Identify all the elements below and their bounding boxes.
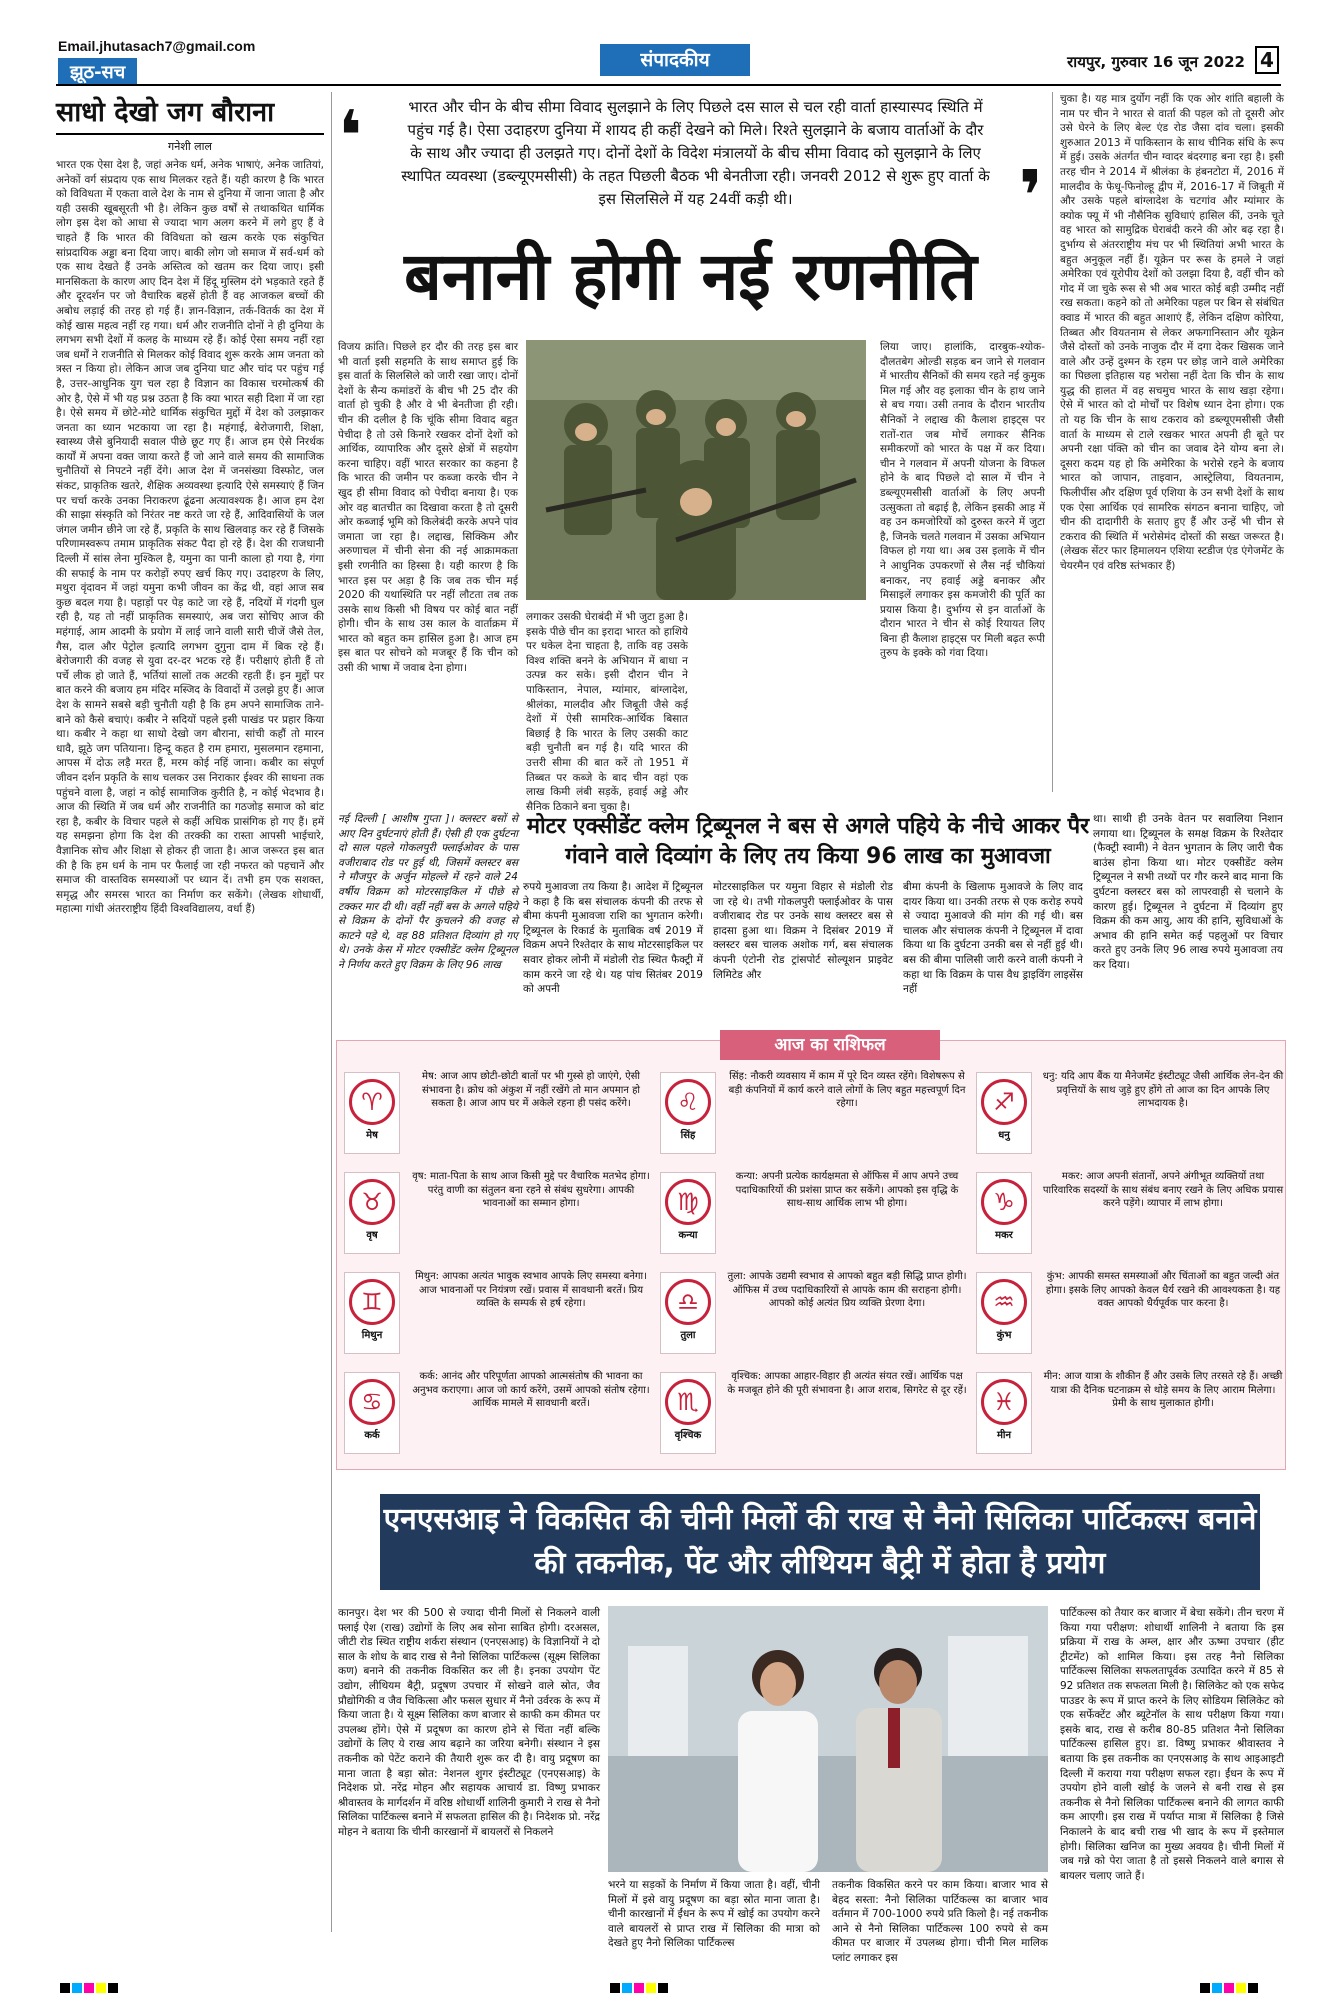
horoscope-text: मकर: आज अपनी संतानों, अपने अंगीभूत व्यक्तियों तथा पारिवारिक सदस्यों के साथ संबंध बनाए रखने के लिए अधिक प्रयास करने पड़ेंगे। व्यापार में लाभ होगा। [1042,1171,1284,1209]
page-header [0,0,1323,86]
zodiac-icon [660,1372,716,1454]
editorial-column-2b [698,610,866,760]
zodiac-name: मीन [996,1430,1012,1441]
zodiac-name: तुला [680,1330,696,1341]
zodiac-name: वृश्चिक [674,1430,702,1441]
accident-headline: मोटर एक्सीडेंट क्लेम ट्रिब्यूनल ने बस से अगले पहिये के नीचे आकर पैर गंवाने वाले दिव्यांग के लिए तय किया 96 लाख का मुआवजा [526,814,1090,869]
editorial-headline: बनानी होगी नई रणनीति [404,238,977,315]
left-article-title: साधो देखो जग बौराना [56,92,324,135]
zodiac-icon [344,1172,400,1254]
editorial-column-3: लिया जाए। हालांकि, दारबुक-श्योक-दौलतबेग ओल्डी सड़क बन जाने से गलवान में भारतीय सैनिकों की समय रहते नई कुमुक मिल गई और वह इलाका चीन के हाथ जाने से बच गया। उसी तनाव के दौरान भारतीय सैनिकों ने लद्दाख की कैलाश हाइट्स पर रातों-रात जब मोर्चे लगाकर सैनिक समीकरणों को भारत के पक्ष में कर दिया। चीन ने गलवान में अपनी योजना के विफल होने के बाद पिछले दो साल में चीन ने डब्ल्यूएमसीसी वार्ताओं के लिए अपनी उत्सुकता तो बढ़ाई है, लेकिन इसकी आड़ में वह उन कमजोरियों को दुरुस्त करने में जुटा है, जिनके चलते गलवान में उसका अभियान विफल हो गया था। अब उस इलाके में चीन ने आधुनिक उपकरणों से लैस नई चौकियां बनाकर, नए हवाई अड्डे बनाकर और मिसाइलें लगाकर इस कमजोरी की पूर्ति का प्रयास किया है। दुर्भाग्य से इन वार्ताओं के दौरान भारत ने चीन से कोई रियायत लिए बिना ही कैलाश हाइट्स पर मिली बढ़त रूपी तुरुप के इक्के को गंवा दिया। [880,341,1045,660]
zodiac-glyph: ♋ [349,1379,395,1425]
zodiac-glyph: ♍ [665,1179,711,1225]
horoscope-text: कर्क: आनंद और परिपूर्णता आपको आत्मसंतोष की भावना का अनुभव कराएगा। आज जो कार्य करेंगे, उसमें आपको संतोष रहेगा। आर्थिक मामले में सावधानी बरतें। [412,1371,650,1409]
zodiac-glyph: ♉ [349,1179,395,1225]
horoscope-text: कुंभ: आपकी समस्त समस्याओं और चिंताओं का बहुत जल्दी अंत होगा। इसके लिए आपको केवल धैर्य रखने की आवश्यकता है। यह वक्त आपको धैर्यपूर्वक पार करना है। [1045,1271,1281,1309]
left-article-body: भारत एक ऐसा देश है, जहां अनेक धर्म, अनेक भाषाएं, अनेक जातियां, अनेकों वर्ग संप्रदाय एक साथ मिलकर रहते हैं। यही कारण है कि भारत को विविधता में एकता वाले देश के नाम से दुनिया में जाना जाता है और यही उसकी खूबसूरती भी है। लेकिन कुछ वर्षों से तथाकथित धार्मिक लोग इस देश को आधा से ज्यादा भाग अलग करने में लगे हुए हैं वे चाहते हैं कि भारत की विविधता को खत्म करके एक संकुचित सांप्रदायिक अड्डा बना दिया जाए। बाकी लोग जो समाज में सर्व-धर्म को एक साथ देखते हैं उनके अस्तित्व को खतम कर दिया जाए। इसी मानसिकता के कारण आए दिन देश में हिंदू मुस्लिम दंगे भड़काते रहते हैं और दूरदर्शन पर जो वैचारिक बहसें होती हैं वह आजकल बच्चों की अबोध लड़ाई की तरह हो गई हैं। ज्ञान-विज्ञान, तर्क-वितर्क का देश में कोई खास महत्व नहीं रह गया। धर्म और राजनीति दोनों ने ही दुनिया के लगभग सभी देशों में कलह के माध्यम रहे हैं। कोई ऐसा समय नहीं रहा जब धर्मों ने राजनीति से मिलकर कोई विवाद शुरू करके आम जनता को त्रस्त न किया हो। लेकिन आज जब दुनिया घाट और चांद पर पहुंच गई है, उत्तर-आधुनिक युग चल रहा है विज्ञान का विकास चरमोत्कर्ष की ओर है, ऐसे में भी यह प्रश्न उठता है कि क्या भारत सही दिशा में जा रहा है। ऐसे समय में छोटे-मोटे धार्मिक संकुचित मुद्दों में देश को उलझाकर जनता का ध्यान भटकाया जा रहा है। महंगाई, बेरोजगारी, शिक्षा, स्वास्थ्य जैसे बुनियादी सवाल पीछे छूट गए हैं। आज हम ऐसे निरर्थक कार्यों में अपना वक्त जाया करते हैं जो आने वाले समय की सामाजिक चुनौतियों से निपटने नहीं देंगे। आज देश में जनसंख्या विस्फोट, जल संकट, प्राकृतिक खतरे, शैक्षिक अव्यवस्था इत्यादि ऐसे समस्याएं हैं जिन पर चर्चा करके उनका निराकरण ढूंढना अत्यावश्यक है। आज हम देश की साझा संस्कृति को निरंतर नष्ट करते जा रहे हैं, आदिवासियों के जल जंगल जमीन छीने जा रहे हैं, प्रकृति के साथ खिलवाड़ कर रहे हैं जिसके परिणामस्वरूप तमाम प्राकृतिक संकट पैदा हो रहे हैं। देश की राजधानी दिल्ली में सांस लेना मुश्किल है, यमुना का पानी काला हो गया है, गंगा की सफाई के नाम पर करोड़ों रुपए खर्च किए गए। उदाहरण के लिए, मथुरा वृंदावन में जहां यमुना कभी जीवन का केंद्र थी, वहां आज सब कुछ बदल गया है। पहाड़ों पर पेड़ काटे जा रहे हैं, नदियों में गंदगी घुल रही है, यह तो नहीं प्राकृतिक समस्याएं, अब जरा सोचिए आज की महंगाई, आम आदमी के प्रयोग में लाई जाने वाली सारी चीजें जैसे तेल, गैस, दाल और पेट्रोल इत्यादि लगभग दुगुना दाम में बिक रहे हैं। बेरोजगारी की वजह से युवा दर-दर भटक रहे हैं। परीक्षाएं होती हैं तो पर्चे लीक हो जाते हैं, भर्तियां सालों तक अटकी रहती हैं। इन मुद्दों पर बात करने की बजाय हम मंदिर मस्जिद के विवादों में उलझे हुए हैं। आज देश के सामने सबसे बड़ी चुनौती यही है कि हम अपने सामाजिक ताने-बाने को कैसे बचाएं। कबीर ने सदियों पहले इसी पाखंड पर प्रहार किया था। कबीर ने कहा था साधो देखो जग बौराना, सांची कहौं तो मारन धावै, झूठे जग पतियाना। हिन्दू कहत है राम हमारा, मुसलमान रहमाना, आपस में दोऊ लड़ै मरत हैं, मरम कोई नहिं जाना। कबीर का संपूर्ण जीवन दर्शन प्रकृति के साथ चलकर उस निराकार ईश्वर की साधना तक पहुंचने वाला है, जहां न कोई सामाजिक कुरीति है, न कोई भेदभाव है। आज की स्थिति में जब धर्म और राजनीति का गठजोड़ समाज को बांट रहा है, कबीर के विचार पहले से कहीं अधिक प्रासंगिक हो गए हैं। हमें यह समझना होगा कि देश की तरक्की का रास्ता आपसी भाईचारे, वैज्ञानिक सोच और शिक्षा से होकर ही जाता है। आज जरूरत इस बात की है कि हम धर्म के नाम पर फैलाई जा रही नफरत को पहचानें और समाज की वास्तविक समस्याओं पर ध्यान दें। तभी हम एक सशक्त, समृद्ध और समरस भारत का निर्माण कर सकेंगे। (लेखक शोधार्थी, महात्मा गांधी अंतरराष्ट्रीय हिंदी विश्वविद्यालय, वर्धा हैं) [56,159,324,916]
horoscope-item [976,1066,1288,1162]
zodiac-name: मेष [366,1130,378,1141]
registration-colorbar [60,1978,120,1992]
zodiac-glyph: ♈ [349,1079,395,1125]
quote-open-icon: ❛ [338,95,363,177]
zodiac-name: सिंह [680,1130,696,1141]
zodiac-name: वृष [366,1230,378,1241]
horoscope-item [344,1066,656,1162]
zodiac-icon [344,1372,400,1454]
zodiac-glyph: ♎ [665,1279,711,1325]
soldiers-photo-illustration [526,340,866,600]
zodiac-icon [976,1272,1032,1354]
zodiac-glyph: ♓ [981,1379,1027,1425]
email-address[interactable]: Email.jhutasach7@gmail.com [58,38,256,54]
zodiac-icon [976,1072,1032,1154]
editorial-column-2: लगाकर उसकी घेराबंदी में भी जुटा हुआ है। इसके पीछे चीन का इरादा भारत को हाशिये पर धकेल देना चाहता है, ताकि वह उसके विश्व शक्ति बनने के अभियान में बाधा न उत्पन्न कर सके। इसी दौरान चीन ने पाकिस्तान, नेपाल, म्यांमार, बांग्लादेश, श्रीलंका, मालदीव और जिबूती जैसे कई देशों में ऐसी सामरिक-आर्थिक बिसात बिछाई है कि भारत के लिए उसकी काट बड़ी चुनौती बन गई है। यदि भारत की उत्तरी सीमा की बात करें तो 1951 में तिब्बत पर कब्जे के बाद चीन वहां एक लाख किमी लंबी सड़कें, हवाई अड्डे और सैनिक ठिकाने बना चुका है। [526,611,688,813]
soldiers-photo [526,340,866,600]
edition-date: रायपुर, गुरुवार 16 जून 2022 [1067,53,1245,71]
horoscope-title: आज का राशिफल [720,1030,940,1060]
zodiac-glyph: ♏ [665,1379,711,1425]
editorial-pull-quote [338,95,1043,237]
zodiac-icon [344,1072,400,1154]
newspaper-logo: झूठ-सच [58,58,137,86]
zodiac-icon [660,1172,716,1254]
accident-column-2: मोटरसाइकिल पर यमुना विहार से मंडोली रोड जा रहे थे। तभी गोकलपुरी फ्लाईओवर के पास वजीराबाद रोड पर उनके साथ क्लस्टर बस से हादसा हुआ था। विक्रम ने दिसंबर 2019 में क्लस्टर बस चालक अशोक गर्ग, बस संचालक कंपनी एंटोनी रोड ट्रांसपोर्ट सोल्यूशन प्राइवेट लिमिटेड और [713,881,893,981]
horoscope-item [976,1266,1288,1362]
header-rule [56,84,1281,86]
silica-headline: एनएसआइ ने विकसित की चीनी मिलों की राख से नैनो सिलिका पार्टिकल्स बनाने की तकनीक, पेंट और लीथियम बैट्री में होता है प्रयोग [380,1494,1260,1590]
scientists-photo-illustration [608,1606,1048,1872]
silica-column-3: तकनीक विकसित करने पर काम किया। बाजार भाव से बेहद सस्ता: नैनो सिलिका पार्टिकल्स का बाजार भाव वर्तमान में 700-1000 रुपये प्रति किलो है। नई तकनीक आने से नैनो सिलिका पार्टिकल्स 100 रुपये से कम कीमत पर बाजार में उपलब्ध होगा। चीनी मिल मालिक प्लांट लगाकर इस [832,1879,1048,1964]
zodiac-icon [660,1272,716,1354]
horoscope-text: मीन: आज यात्रा के शौकीन हैं और उसके लिए तरसते रहे हैं। अच्छी यात्रा की दैनिक घटनाक्रम से थोड़े समय के लिए आराम मिलेगा। प्रेमी के साथ मुलाकात होगी। [1043,1371,1283,1409]
zodiac-name: धनु [998,1130,1010,1141]
column-divider [1052,92,1053,792]
left-article [56,92,324,1932]
zodiac-glyph: ♑ [981,1179,1027,1225]
editorial-column-1: विजय क्रांति। पिछले हर दौर की तरह इस बार भी वार्ता इसी सहमति के साथ समाप्त हुई कि इस वार्ता के सिलसिले को जारी रखा जाए। दोनों देशों के सैन्य कमांडरों के बीच भी 25 दौर की वार्ता हो चुकी है और वे भी बेनतीजा ही रही। चीन की दलील है कि चूंकि सीमा विवाद बहुत पेचीदा है तो उसे किनारे रखकर दोनों देशों को आर्थिक, व्यापारिक और दूसरे क्षेत्रों में सहयोग करना चाहिए। वहीं भारत सरकार का कहना है कि भारत की जमीन पर कब्जा करके चीन ने खुद ही सीमा विवाद को पेचीदा बनाया है। एक ओर वह बातचीत का दिखावा करता है तो दूसरी ओर कब्जाई भूमि को किलेबंदी करके अपने पांव जमाता जा रहा है। लद्दाख, सिक्किम और अरुणाचल में चीनी सेना की नई आक्रामकता इसी रणनीति का हिस्सा है। यही कारण है कि भारत इस पर अड़ा है कि जब तक चीन मई 2020 की यथास्थिति पर नहीं लौटता तब तक उसके साथ किसी भी विषय पर कोई बात नहीं होगी। चीन के साथ उस काल के वार्ताक्रम में भारत को बहुत कम हासिल हुआ है। आज हम इस बात पर सोचने को मजबूर हैं कि चीन को उसी की भाषा में जवाब देना होगा। [338,341,519,675]
horoscope-text: वृश्चिक: आपका आहार-विहार ही अत्यंत संयत रखें। आर्थिक पक्ष के मजबूत होने की पूरी संभावना है। आज शराब, सिगरेट से दूर रहें। [727,1371,967,1396]
horoscope-text: मेष: आज आप छोटी-छोटी बातों पर भी गुस्से हो जाएंगे, ऐसी संभावना है। क्रोध को अंकुश में नहीं रखेंगे तो मान अपमान हो सकता है। आज आप घर में अकेले रहना ही पसंद करेंगे। [421,1071,641,1109]
zodiac-icon [344,1272,400,1354]
horoscope-text: मिथुन: आपका अत्यंत भावुक स्वभाव आपके लिए समस्या बनेगा। आज भावनाओं पर नियंत्रण रखें। प्रवास में सावधानी बरतें। प्रिय व्यक्ति के सम्पर्क से हर्ष रहेगा। [415,1271,647,1309]
column-divider [331,92,332,1932]
horoscope-item [344,1266,656,1362]
section-label: संपादकीय [600,44,750,76]
registration-colorbar [1200,1978,1260,1992]
horoscope-text: सिंह: नौकरी व्यवसाय में काम में पूरे दिन व्यस्त रहेंगे। विशेषरूप से बड़ी कंपनियों में कार्य करने वाले लोगों के लिए बहुत महत्त्वपूर्ण दिन रहेगा। [728,1071,966,1109]
editorial-column-4: चुका है। यह मात्र दुर्योग नहीं कि एक ओर शांति बहाली के नाम पर चीन ने भारत से वार्ता की पहल को तो दूसरी ओर उसे घेरने के लिए बेल्ट एंड रोड जैसा दांव चला। इसकी शुरुआत 2013 में पाकिस्तान के साथ चीनिक संधि के रूप में हुई। उसके अंतर्गत चीन ग्वादर बंदरगाह बना रहा है। इसी तरह चीन ने 2014 में श्रीलंका के हंबनटोटा में, 2016 में मालदीव के फेधू-फिनोल्हू द्वीप में, 2016-17 में जिबूती में और उसके पहले बांग्लादेश के चटगांव और म्यांमार के क्योक फ्यू में भी नौसैनिक सुविधाएं हासिल कीं, उनके चूते वह भारत को सामुद्रिक घेराबंदी करने की ओर बढ़ रहा है। दुर्भाग्य से अंतरराष्ट्रीय मंच पर भी स्थितियां अभी भारत के बहुत अनुकूल नहीं हैं। यूक्रेन पर रूस के हमले ने जहां अमेरिका एवं यूरोपीय देशों को उलझा दिया है, वहीं चीन को गोद में जा चुके रूस से भी अब भारत कोई बड़ी उम्मीद नहीं रख सकता। कहने को तो अमेरिका पहल पर बिन से संबंधित क्वाड में भारत की बहुत आशाएं हैं, लेकिन दक्षिण कोरिया, तिब्बत और वियतनाम से लेकर अफगानिस्तान और यूक्रेन जैसे दोस्तों को उनके नाजुक दौर में दगा देकर खिसक जाने वाले और उन्हें दुश्मन के रहम पर छोड़ जाने वाले अमेरिका का पिछला इतिहास यह भरोसा नहीं देता कि चीन के साथ युद्ध की हालत में वह सचमुच भारत के साथ खड़ा रहेगा। ऐसे में भारत को दो मोर्चों पर विशेष ध्यान देना होगा। एक तो यह कि चीन के साथ टकराव को डब्ल्यूएमसीसी जैसी वार्ता के माध्यम से टाले रखकर भारत अपनी ही बूते पर अपनी रक्षा पंक्ति को चीन का जवाब देने योग्य बना ले। दूसरा कदम यह हो कि अमेरिका के भरोसे रहने के बजाय भारत को जापान, ताइवान, आस्ट्रेलिया, वियतनाम, फिलीपींस और दक्षिण पूर्व एशिया के उन सभी देशों के साथ एक ऐसा आर्थिक एवं सामरिक संगठन बनाना चाहिए, जो चीन की दादागीरी के सताए हुए हैं और उन्हें भी चीन से टकराव की स्थिति में भरोसेमंद दोस्तों की सख्त जरूरत है। (लेखक सेंटर फार हिमालयन एशिया स्टडीज एंड एंगेजमेंट के चेयरमैन एवं वरिष्ठ स्तंभकार हैं) [1060,93,1284,572]
page-number: 4 [1255,46,1279,74]
horoscope-text: धनु: यदि आप बैंक या मैनेजमेंट इंस्टीट्यूट जैसी आर्थिक लेन-देन की प्रवृत्तियों के साथ जुड़े हुए होंगे तो आज का दिन आपके लिए लाभदायक है। [1042,1071,1284,1109]
registration-colorbar [610,1978,670,1992]
zodiac-icon [976,1372,1032,1454]
scientists-photo [608,1606,1048,1872]
accident-column-3: बीमा कंपनी के खिलाफ मुआवजे के लिए वाद दायर किया था। उनकी तरफ से एक करोड़ रुपये से ज्यादा मुआवजे की मांग की गई थी। बस चालक और संचालक कंपनी ने ट्रिब्यूनल में दावा किया था कि दुर्घटना उनकी बस से नहीं हुई थी। बस की बीमा पालिसी जारी करने वाली कंपनी ने कहा था कि विक्रम के पास वैध ड्राइविंग लाइसेंस नहीं [903,881,1083,996]
horoscope-item [976,1166,1288,1262]
horoscope-text: तुला: आपके उद्यमी स्वभाव से आपको बहुत बड़ी सिद्धि प्राप्त होगी। ऑफिस में उच्च पदाधिकारियों से आपके काम की सराहना होगी। आपको कोई अत्यंत प्रिय व्यक्ति प्रेरणा देगा। [727,1271,967,1309]
zodiac-icon [976,1172,1032,1254]
zodiac-name: मकर [995,1230,1013,1241]
zodiac-name: कन्या [678,1230,698,1241]
zodiac-name: मिथुन [361,1330,383,1341]
zodiac-glyph: ♐ [981,1079,1027,1125]
zodiac-icon [660,1072,716,1154]
accident-column-4: था। साथी ही उनके वेतन पर सवालिया निशान लगाया था। ट्रिब्यूनल के समक्ष विक्रम के रिश्तेदार (फैक्ट्री स्वामी) ने वेतन भुगतान के लिए जारी चैक बाउंस होना किया था। मोटर एक्सीडेंट क्लेम ट्रिब्यूनल ने सभी तथ्यों पर गौर करने बाद माना कि दुर्घटना क्लस्टर बस को लापरवाही से चलाने के कारण हुई। ट्रिब्यूनल ने दुर्घटना में दिव्यांग हुए विक्रम की कम आयु, आय की हानि, सुविधाओं के अभाव की हानि समेत कई पहलुओं पर विचार करते हुए उनके लिए 96 लाख रुपये मुआवजा तय कर दिया। [1093,813,1283,971]
pull-quote-text: भारत और चीन के बीच सीमा विवाद सुलझाने के लिए पिछले दस साल से चल रही वार्ता हास्यास्पद स्थिति में पहुंच गई है। ऐसा उदाहरण दुनिया में शायद ही कहीं देखने को मिले। रिश्ते सुलझाने के बजाय वार्ताओं के दौर के साथ और ज्यादा ही उलझते गए। दोनों देशों के विदेश मंत्रालयों के बीच सीमा विवाद को सुलझाने के लिए स्थापित व्यवस्था (डब्ल्यूएमसीसी) के तहत पिछली बैठक भी बेनतीजा रही। जनवरी 2012 से शुरू हुए वार्ता के इस सिलसिले में यह 24वीं कड़ी थी। [401,98,990,208]
accident-column-1: रुपये मुआवजा तय किया है। आदेश में ट्रिब्यूनल ने कहा है कि बस संचालक कंपनी की तरफ से बीमा कंपनी मुआवजा राशि का भुगतान करेगी। ट्रिब्यूनल के रिकार्ड के मुताबिक वर्ष 2019 में विक्रम अपने रिश्तेदार के साथ मोटरसाइकिल पर सवार होकर लोनी में मंडोली रोड स्थित फैक्ट्री में काम करने जा रहे थे। यह पांच सितंबर 2019 को अपनी [523,881,703,996]
quote-close-icon: ❜ [1018,155,1043,237]
silica-column-2: भरने या सड़कों के निर्माण में किया जाता है। वहीं, चीनी मिलों में इसे वायु प्रदूषण का बड़ा स्रोत माना जाता है। चीनी कारखानों में ईंधन के रूप में खोई का उपयोग करने वाले बायलरों से प्राप्त राख में सिलिका की मात्रा को देखते हुए नैनो सिलिका पार्टिकल्स [608,1879,820,1950]
horoscope-item [660,1066,972,1162]
zodiac-glyph: ♊ [349,1279,395,1325]
zodiac-name: कर्क [364,1430,380,1441]
horoscope-item [344,1366,656,1462]
zodiac-glyph: ♌ [665,1079,711,1125]
horoscope-item [344,1166,656,1262]
horoscope-text: वृष: माता-पिता के साथ आज किसी मुद्दे पर वैचारिक मतभेद होगा। परंतु वाणी का संतुलन बना रहने से संबंध सुधरेगा। आपकी भावनाओं का सम्मान होगा। [412,1171,650,1209]
horoscope-item [660,1266,972,1362]
horoscope-item [976,1366,1288,1462]
silica-column-1: कानपुर। देश भर की 500 से ज्यादा चीनी मिलों से निकलने वाली फ्लाई ऐश (राख) उद्योगों के लिए अब सोना साबित होगी। दरअसल, जीटी रोड स्थित राष्ट्रीय शर्करा संस्थान (एनएसआइ) के विज्ञानियों ने दो साल के शोध के बाद राख से नैनो सिलिका पार्टिकल्स (सूक्ष्म सिलिका कण) बनाने की तकनीक विकसित कर ली है। इनका उपयोग पेंट उद्योग, लीथियम बैट्री, प्रदूषण उपचार में सोखने वाले स्रोत, जैव प्रौद्योगिकी व जैव चिकित्सा और फसल सुधार में नैनो उर्वरक के रूप में किया जाता है। ये सूक्ष्म सिलिका कण बाजार से काफी कम कीमत पर उपलब्ध होंगे। ऐसे में प्रदूषण का कारण होने से चिंता नहीं बल्कि उद्योगों के लिए ये राख आय बढ़ाने का जरिया बनेगी। संस्थान ने इस तकनीक को पेटेंट कराने की तैयारी शुरू कर दी है। वायु प्रदूषण का माना जाता है बड़ा स्रोत: नेशनल शुगर इंस्टीट्यूट (एनएसआइ) के निदेशक प्रो. नरेंद्र मोहन और सहायक आचार्य डा. विष्णु प्रभाकर श्रीवास्तव के मार्गदर्शन में वरिष्ठ शोधार्थी शालिनी कुमारी ने राख से नैनो सिलिका पार्टिकल्स बनाने में सफलता हासिल की है। निदेशक प्रो. नरेंद्र मोहन ने बताया कि चीनी कारखानों में बायलरों से निकलने [338,1607,600,1838]
horoscope-text: कन्या: अपनी प्रत्येक कार्यक्षमता से ऑफिस में आप अपने उच्च पदाधिकारियों की प्रशंसा प्राप्त कर सकेंगे। आपको इस वृद्धि के साथ-साथ आर्थिक लाभ भी होगा। [735,1171,959,1209]
left-article-author: गनेशी लाल [168,140,212,153]
horoscope-item [660,1366,972,1462]
zodiac-name: कुंभ [996,1330,1012,1341]
silica-column-4: पार्टिकल्स को तैयार कर बाजार में बेचा सकेंगे। तीन चरण में किया गया परीक्षण: शोधार्थी शालिनी ने बताया कि इस प्रक्रिया में राख के अम्ल, क्षार और ऊष्मा उपचार (हीट ट्रीटमेंट) को शामिल किया। इस तरह नैनो सिलिका पार्टिकल्स सिलिका सफलतापूर्वक उत्पादित करने में 85 से 92 प्रतिशत तक सफलता मिली है। सिलिकेट को एक सफेद पाउडर के रूप में प्राप्त करने के लिए सोडियम सिलिकेट को एक सर्फेक्टेंट और ब्यूटेनॉल के साथ परीक्षण किया गया। इसके बाद, राख से करीब 80-85 प्रतिशत नैनो सिलिका पार्टिकल्स हासिल हुए। डा. विष्णु प्रभाकर श्रीवास्तव ने बताया कि इस तकनीक का एनएसआइ के साथ आइआइटी दिल्ली में कराया गया परीक्षण सफल रहा। ईंधन के रूप में उपयोग होने वाली खोई के जलने से बनी राख से इस तकनीक से नैनो सिलिका पार्टिकल्स बनाने की लागत काफी कम आएगी। इस राख में पर्याप्त मात्रा में सिलिका है जिसे निकालने के बाद बची राख भी खाद के रूप में इस्तेमाल होगी। सिलिका खनिज का मुख्य अवयव है। चीनी मिलों में जब गन्ने को पेरा जाता है तो इससे निकलने वाले बगास से बायलर चलाए जाते हैं। [1060,1607,1284,1882]
horoscope-item [660,1166,972,1262]
zodiac-glyph: ♒ [981,1279,1027,1325]
accident-lead: नई दिल्ली [ आशीष गुप्ता ]। क्लस्टर बसों से आए दिन दुर्घटनाएं होती हैं। ऐसी ही एक दुर्घटना दो साल पहले गोकलपुरी फ्लाईओवर के पास वजीराबाद रोड पर हुई थी, जिसमें क्लस्टर बस ने मौजपुर के अर्जुन मोहल्ले में रहने वाले 24 वर्षीय विक्रम को मोटरसाइकिल में पीछे से टक्कर मार दी थी। वहीं नहीं बस के अगले पहिये से विक्रम के दोनों पैर कुचलने की वजह से काटने पड़े थे, वह 88 प्रतिशत दिव्यांग हो गए थे। उनके केस में मोटर एक्सीडेंट क्लेम ट्रिब्यूनल ने निर्णय करते हुए विक्रम के लिए 96 लाख [338,813,518,971]
